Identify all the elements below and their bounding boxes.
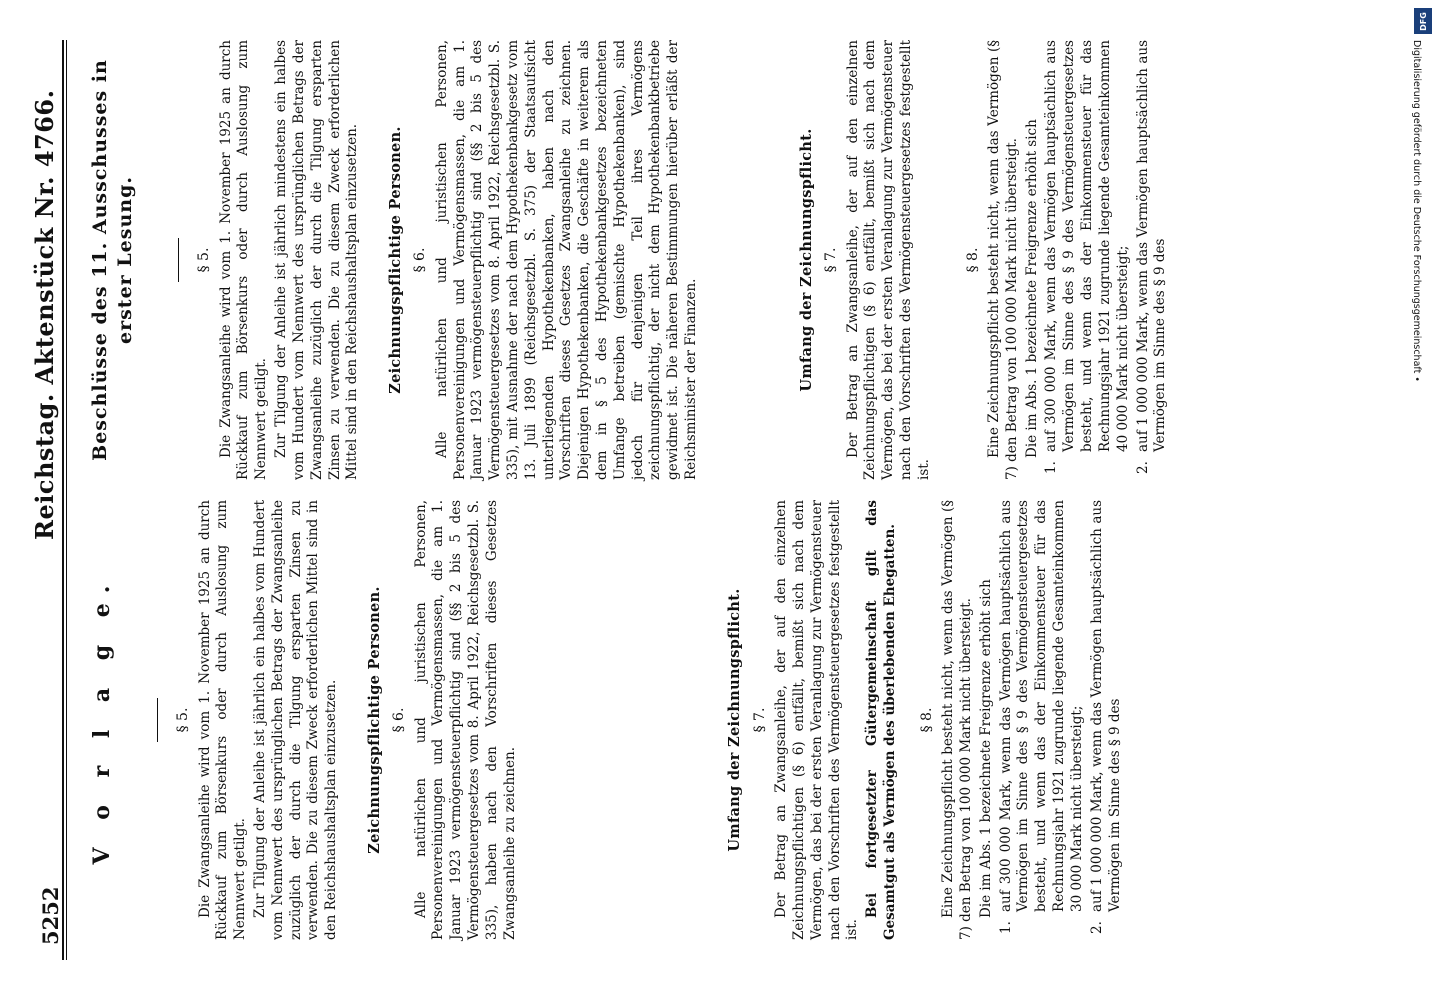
column-beschluesse — [80, 40, 1350, 480]
list-number: 2. — [1088, 921, 1105, 934]
paragraph-text: Der Betrag an Zwangsanleihe, der auf den einzelnen Zeichnungspflichtigen (§ 6) entfällt, bemißt sich nach dem Vermögen, das bei der ersten Veranlagung zur Vermögensteuer nach den Vorschriften des Vermögensteuergesetzes festgestellt ist. — [844, 40, 932, 480]
numbered-list — [998, 500, 1125, 940]
page-header-title: Reichstag. Aktenstück Nr. 4766. — [30, 89, 59, 540]
paragraph-label: § 6. — [412, 247, 429, 273]
paragraph-text: Eine Zeichnungspflicht besteht nicht, wenn das Vermögen (§ 7) den Betrag von 100 000 Mark nicht übersteigt. — [986, 40, 1020, 480]
paragraph-text: Eine Zeichnungspflicht besteht nicht, wenn das Vermögen (§ 7) den Betrag von 100 000 Mark nicht übersteigt. — [940, 500, 975, 940]
header-rule-inner — [66, 40, 67, 960]
paragraph-text: Die im Abs. 1 bezeichnete Freigrenze erhöht sich — [1023, 119, 1040, 458]
list-item — [1043, 40, 1132, 480]
paragraph-label: § 7. — [823, 247, 840, 273]
paragraph-text: Der Betrag an Zwangsanleihe, der auf den einzelnen Zeichnungspflichtigen (§ 6) entfällt, bemißt sich nach dem Vermögen, das bei der ersten Veranlagung zur Vermögensteuer nach den Vorschriften des Vermögensteuergesetzes festgestellt ist. — [773, 500, 861, 940]
section-heading: Zeichnungspflichtige Personen. — [366, 586, 383, 854]
dfg-logo-text: DFG — [1418, 11, 1428, 31]
list-item — [1135, 40, 1171, 480]
paragraph-label: § 5. — [196, 247, 213, 273]
paragraph-text: Die im Abs. 1 bezeichnete Freigrenze erhöht sich — [977, 579, 994, 918]
paragraph-label: § 6. — [391, 707, 408, 733]
list-item — [1089, 500, 1125, 940]
list-number: 1. — [1043, 461, 1060, 474]
section-divider — [157, 698, 158, 742]
spacer — [703, 40, 773, 480]
list-text: auf 1 000 000 Mark, wenn das Vermögen hauptsächlich aus Vermögen im Sinne des § 9 des — [1134, 40, 1169, 452]
paragraph-label: § 8. — [964, 247, 981, 273]
paragraph-text: Alle natürlichen und juristischen Personen, Personenvereinigungen und Vermögensmassen, die am 1. Januar 1923 vermögensteuerpflichtig sind (§§ 2 bis 5 des Vermögensteuergesetzes vom 8. April 1922, Reichsgesetzbl. S. 335), mit Ausnahme der nach dem Hypothekenbankgesetz vom 13. Juli 1899 (Reichsgesetzbl. S. 375) der Staatsaufsicht unterliegenden Hypothekenbanken, haben nach den Vorschriften dieses Gesetzes Zwangsanleihe zu zeichnen. Diejenigen Hypothekenbanken, die Geschäfte in weiterem als dem in § 5 des Hypothekenbankgesetzes bezeichneten Umfange betreiben (gemischte Hypothekenbanken), sind jedoch für denjenigen Teil ihres Vermögens zeichnungspflichtig, der nicht dem Hypothekenbankbetriebe gewidmet ist. Die näheren Bestimmungen hierüber erläßt der Reichsminister der Finanzen. — [433, 40, 700, 480]
list-number: 1. — [997, 921, 1014, 934]
page-number: 5252 — [38, 886, 63, 945]
paragraph-text: Alle natürlichen und juristischen Personen, Personenvereinigungen und Vermögensmassen, die am 1. Januar 1923 vermögensteuerpflichtig sind (§§ 2 bis 5 des Vermögensteuergesetzes vom 8. April 1922, Reichsgesetzbl. S. 335), haben nach den Vorschriften dieses Gesetzes Zwangsanleihe zu zeichnen. — [412, 500, 518, 940]
section-heading: Umfang der Zeichnungspflicht. — [797, 128, 815, 392]
list-item — [998, 500, 1087, 940]
section-divider — [178, 238, 179, 282]
paragraph-text: Zur Tilgung der Anleihe ist jährlich mindestens ein halbes vom Hundert vom Nennwert des ursprünglichen Betrags der Zwangsanleihe zuzüglich der durch die Tilgung ersparten Zinsen zu verwenden. Die zu diesem Zweck erforderlichen Mittel sind in den Reichshaushaltsplan einzusetzen. — [273, 40, 361, 480]
section-heading: Zeichnungspflichtige Personen. — [387, 126, 405, 394]
list-text: auf 300 000 Mark, wenn das Vermögen hauptsächlich aus Vermögen im Sinne des § 9 des Vermögensteuergesetzes besteht, und wenn das der Einkommensteuer für das Rechnungsjahr 1921 zugrunde liegende Gesamteinkommen 30 000 Mark nicht übersteigt; — [997, 500, 1085, 912]
column-vorlage — [80, 500, 1350, 940]
column-title: Beschlüsse des 11. Ausschusses in erster Lesung. — [89, 59, 137, 461]
paragraph-text: Zur Tilgung der Anleihe ist jährlich ein halbes vom Hundert vom Nennwert des ursprünglichen Betrags der Zwangsanleihe zuzüglich der durch die Tilgung ersparten Zinsen zu verwenden. Die zu diesem Zweck erforderlichen Mittel sind in den Reichshaushaltsplan einzusetzen. — [251, 500, 340, 940]
list-text: auf 300 000 Mark, wenn das Vermögen hauptsächlich aus Vermögen im Sinne des § 9 des Vermögensteuergesetzes besteht, und wenn das der Einkommensteuer für das Rechnungsjahr 1921 zugrunde liegende Gesamteinkommen 40 000 Mark nicht übersteigt; — [1043, 40, 1131, 452]
spacer — [521, 500, 701, 940]
paragraph-label: § 7. — [751, 707, 768, 733]
numbered-list — [1043, 40, 1170, 480]
header-rule — [62, 40, 64, 960]
paragraph-label: § 8. — [918, 707, 935, 733]
column-title: V o r l a g e. — [89, 575, 115, 865]
paragraph-text: Die Zwangsanleihe wird vom 1. November 1925 an durch Rückkauf zum Börsenkurs oder durch Auslosung zum Nennwert getilgt. — [217, 40, 270, 480]
digitization-stamp: Digitalisierung gefördert durch die Deutsche Forschungsgemeinschaft • — [1411, 40, 1422, 382]
paragraph-text-bold: Bei fortgesetzter Gütergemeinschaft gilt das Gesamtgut als Vermögen des überlebenden Ehegatten. — [864, 500, 898, 940]
dfg-logo — [1414, 8, 1432, 34]
paragraph-label: § 5. — [175, 707, 192, 733]
list-number: 2. — [1134, 461, 1151, 474]
list-text: auf 1 000 000 Mark, wenn das Vermögen hauptsächlich aus Vermögen im Sinne des § 9 des — [1088, 500, 1123, 912]
section-heading: Umfang der Zeichnungspflicht. — [726, 588, 744, 852]
paragraph-text: Die Zwangsanleihe wird vom 1. November 1925 an durch Rückkauf zum Börsenkurs oder durch Auslosung zum Nennwert getilgt. — [196, 500, 249, 940]
